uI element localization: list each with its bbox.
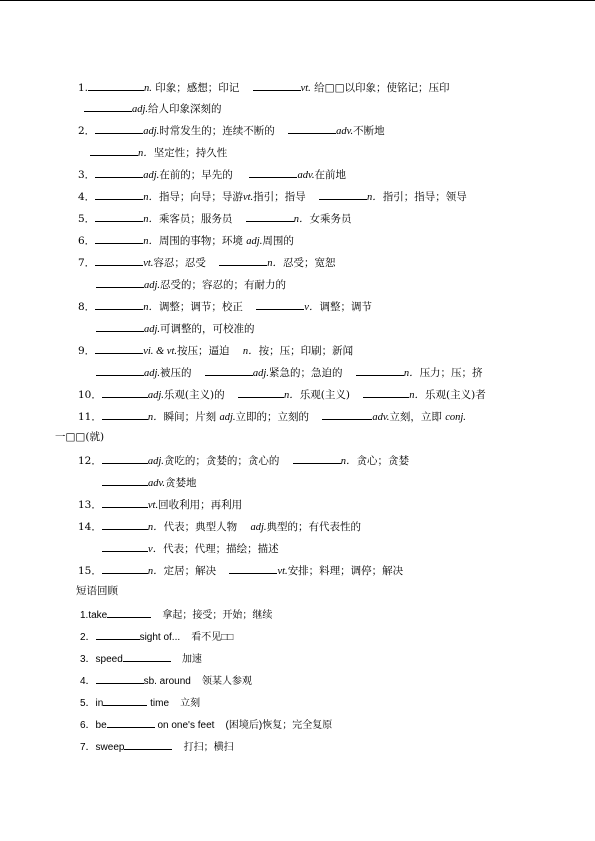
phrase-meaning: 加速 [181, 654, 202, 665]
definition: 在前地 [314, 169, 346, 181]
answer-blank[interactable] [288, 122, 336, 134]
pos-tag: adj. [252, 368, 269, 379]
vocab-item-12-line-2 [102, 474, 197, 491]
vocab-item-6 [78, 232, 294, 249]
phrase-number: 4． [80, 676, 96, 687]
answer-blank[interactable] [95, 122, 143, 134]
vocab-item-12-line-1 [78, 452, 409, 469]
pos-tag: vt. [147, 500, 159, 511]
definition: 印象；感想；印记 [155, 82, 240, 94]
vocab-item-3 [78, 166, 346, 183]
definition: 定居；解决 [163, 565, 217, 577]
definition: 时常发生的；连续不断的 [159, 125, 275, 137]
pos-tag: n． [143, 192, 159, 203]
definition: 周围的 [262, 235, 294, 247]
answer-blank[interactable] [249, 166, 297, 178]
answer-blank[interactable] [95, 232, 143, 244]
pos-tag: n． [367, 192, 383, 203]
phrases-heading: 短语回顾 [76, 585, 118, 597]
answer-blank[interactable] [95, 342, 143, 354]
pos-tag: adj. [144, 368, 161, 379]
definition: 在前的；早先的 [159, 169, 233, 181]
phrase-suffix: on one's feet [157, 720, 215, 731]
pos-tag: adj. [132, 104, 149, 115]
phrase-meaning: 立刻 [180, 698, 201, 709]
definition: 压力；压；挤 [419, 367, 483, 379]
item-number: 3． [78, 169, 96, 181]
answer-blank[interactable] [293, 452, 341, 464]
phrase-prefix: 5．in [80, 698, 104, 709]
item-number: 9． [78, 345, 96, 357]
phrase-item-6 [80, 716, 332, 733]
pos-tag: n． [143, 236, 159, 247]
vocab-item-11-line-2 [55, 430, 104, 444]
answer-blank[interactable] [102, 474, 148, 486]
phrase-suffix: sight of... [139, 632, 181, 643]
answer-blank[interactable] [102, 452, 148, 464]
definition: 指引；指导；领导 [382, 191, 467, 203]
phrase-suffix: sb. around [143, 676, 191, 687]
definition: 按；压；印刷；新闻 [258, 345, 354, 357]
answer-blank[interactable] [84, 100, 132, 112]
answer-blank[interactable] [103, 694, 147, 706]
item-number: 8． [78, 301, 96, 313]
vocab-item-2-line-1 [78, 122, 385, 139]
pos-tag: n． [143, 302, 159, 313]
phrase-item-4 [80, 672, 252, 689]
answer-blank[interactable] [88, 79, 144, 91]
pos-tag: adj. [250, 522, 267, 533]
pos-tag: v． [148, 544, 164, 555]
phrase-meaning: (困境后)恢复；完全复原 [225, 720, 333, 731]
answer-blank[interactable] [95, 254, 143, 266]
vocab-item-11-line-1 [78, 408, 466, 425]
pos-tag: vt. [143, 258, 154, 269]
definition: 按压；逼迫 [177, 345, 230, 357]
vocab-item-9-line-1 [78, 342, 353, 359]
pos-tag: adj. [143, 170, 160, 181]
answer-blank[interactable] [219, 254, 267, 266]
phrase-meaning: 看不见□□ [191, 632, 234, 643]
item-number: 7． [78, 257, 96, 269]
answer-blank[interactable] [95, 188, 143, 200]
phrase-item-1 [80, 606, 272, 623]
answer-blank[interactable] [102, 518, 148, 530]
pos-tag: n． [283, 390, 300, 401]
pos-tag: adj. [147, 390, 164, 401]
phrase-meaning: 领某人参观 [201, 676, 252, 687]
definition: 周围的事物；环境 [158, 235, 243, 247]
definition: 可调整的，可校准的 [160, 323, 255, 335]
definition: 忍受的；容忍的；有耐力的 [160, 279, 287, 291]
definition: 乘客员；服务员 [158, 213, 233, 225]
answer-blank[interactable] [96, 628, 140, 640]
item-number: 15． [78, 565, 102, 577]
phrase-number: 2． [80, 632, 96, 643]
answer-blank[interactable] [102, 408, 148, 420]
pos-tag: n． [403, 368, 420, 379]
definition: 安排；料理；调停；解决 [287, 565, 404, 577]
answer-blank[interactable] [256, 298, 304, 310]
pos-tag: adv. [148, 478, 166, 489]
vocab-item-9-line-2 [96, 364, 483, 381]
definition: 坚定性；持久性 [153, 147, 228, 159]
answer-blank[interactable] [356, 364, 404, 376]
pos-tag: vt. [300, 83, 311, 94]
vocab-item-13 [78, 496, 242, 513]
item-number: 10． [78, 389, 102, 401]
answer-blank[interactable] [102, 540, 148, 552]
answer-blank[interactable] [238, 386, 284, 398]
vocab-item-8-line-2 [96, 320, 255, 337]
answer-blank[interactable] [90, 144, 138, 156]
answer-blank[interactable] [96, 320, 144, 332]
answer-blank[interactable] [123, 650, 171, 662]
pos-tag: n． [409, 390, 426, 401]
answer-blank[interactable] [102, 386, 148, 398]
phrase-item-3 [80, 650, 202, 667]
answer-blank[interactable] [363, 386, 409, 398]
answer-blank[interactable] [107, 606, 151, 618]
pos-tag: n． [340, 456, 357, 467]
definition: 贪心；贪婪 [356, 455, 410, 467]
vocab-item-7-line-2 [96, 276, 286, 293]
pos-tag: vt. [242, 192, 254, 203]
definition: 调整；调节；校正 [158, 301, 243, 313]
pos-tag: n． [147, 522, 164, 533]
answer-blank[interactable] [107, 716, 155, 728]
phrase-item-7 [80, 738, 234, 755]
definition: 被压的 [160, 367, 192, 379]
definition: 忍受；宽恕 [283, 257, 336, 269]
item-number: 13． [78, 499, 102, 511]
phrase-prefix: 3．speed [80, 654, 123, 665]
definition: 贪吃的；贪婪的；贪心的 [163, 455, 280, 467]
item-number: 12． [78, 455, 102, 467]
vocab-item-8-line-1 [78, 298, 372, 315]
definition: 调整；调节 [319, 301, 372, 313]
answer-blank[interactable] [246, 210, 294, 222]
item-number: 6． [78, 235, 96, 247]
definition: 乐观(主义)者 [425, 389, 486, 401]
vocab-item-14-line-1 [78, 518, 361, 535]
definition: 立刻，立即 [389, 411, 442, 423]
pos-tag: n． [143, 214, 159, 225]
vocab-item-15 [78, 562, 403, 579]
phrase-item-2 [80, 628, 233, 645]
definition: 代表；典型人物 [163, 521, 238, 533]
pos-tag: n． [267, 258, 283, 269]
phrase-prefix: 7．sweep [80, 742, 125, 753]
phrase-item-5 [80, 694, 200, 711]
vocab-item-4 [78, 188, 467, 205]
answer-blank[interactable] [96, 276, 144, 288]
vocab-item-10 [78, 386, 486, 403]
definition: 一□□(就) [55, 431, 105, 443]
definition: 乐观(主义)的 [163, 389, 225, 401]
pos-tag: adj. [219, 412, 236, 423]
pos-tag: vt. [277, 566, 288, 577]
pos-tag: adj. [144, 280, 161, 291]
answer-blank[interactable] [95, 298, 143, 310]
pos-tag: n． [242, 346, 259, 357]
definition: 指导；向导；导游 [158, 191, 243, 203]
pos-tag: adj. [143, 126, 160, 137]
answer-blank[interactable] [229, 562, 277, 574]
pos-tag: adj. [144, 324, 161, 335]
definition: 典型的；有代表性的 [266, 521, 362, 533]
pos-tag: n． [293, 214, 310, 225]
item-number: 2． [78, 125, 96, 137]
phrase-meaning: 拿起；接受；开始；继续 [162, 610, 273, 621]
definition: 紧急的；急迫的 [268, 367, 343, 379]
definition: 瞬间；片刻 [163, 411, 217, 423]
pos-tag: adv. [372, 412, 390, 423]
item-number: 1. [78, 82, 89, 94]
vocab-item-14-line-2 [102, 540, 279, 557]
vocab-item-7-line-1 [78, 254, 336, 271]
phrase-prefix: 1.take [80, 610, 108, 621]
answer-blank[interactable] [322, 408, 372, 420]
answer-blank[interactable] [96, 672, 144, 684]
definition: 给人印象深刻的 [148, 103, 222, 115]
answer-blank[interactable] [95, 166, 143, 178]
definition: 贪婪地 [165, 477, 197, 489]
vocab-item-1-line-1 [78, 79, 450, 96]
definition: 回收利用；再利用 [158, 499, 243, 511]
pos-tag: n． [147, 412, 164, 423]
pos-tag: v． [304, 302, 320, 313]
definition: 立即的；立刻的 [235, 411, 310, 423]
answer-blank[interactable] [102, 562, 148, 574]
item-number: 5． [78, 213, 96, 225]
vocab-item-2-line-2 [90, 144, 227, 161]
definition: 容忍；忍受 [153, 257, 206, 269]
phrase-meaning: 打扫；横扫 [183, 742, 234, 753]
pos-tag: n． [138, 148, 154, 159]
answer-blank[interactable] [96, 364, 144, 376]
answer-blank[interactable] [95, 210, 143, 222]
pos-tag: adv. [297, 170, 315, 181]
definition: 乐观(主义) [299, 389, 350, 401]
definition: 给□□以印象；使铭记；压印 [314, 82, 450, 94]
pos-tag: n. [144, 83, 152, 94]
item-number: 14． [78, 521, 102, 533]
pos-tag: conj. [445, 412, 466, 423]
phrase-suffix: time [150, 698, 170, 709]
definition: 女乘务员 [309, 213, 352, 225]
definition: 不断地 [353, 125, 385, 137]
answer-blank[interactable] [102, 496, 148, 508]
answer-blank[interactable] [319, 188, 367, 200]
pos-tag: adj. [147, 456, 164, 467]
pos-tag: vi. & vt. [143, 346, 178, 357]
definition: 代表；代理；描绘；描述 [163, 543, 279, 555]
pos-tag: adj. [246, 236, 263, 247]
vocab-item-1-line-2 [84, 100, 222, 117]
pos-tag: n． [147, 566, 164, 577]
answer-blank[interactable] [205, 364, 253, 376]
answer-blank[interactable] [253, 79, 301, 91]
definition: 指引；指导 [253, 191, 306, 203]
answer-blank[interactable] [124, 738, 172, 750]
item-number: 4． [78, 191, 96, 203]
vocab-item-5 [78, 210, 352, 227]
pos-tag: adv. [336, 126, 354, 137]
phrase-prefix: 6．be [80, 720, 107, 731]
item-number: 11． [78, 411, 102, 423]
